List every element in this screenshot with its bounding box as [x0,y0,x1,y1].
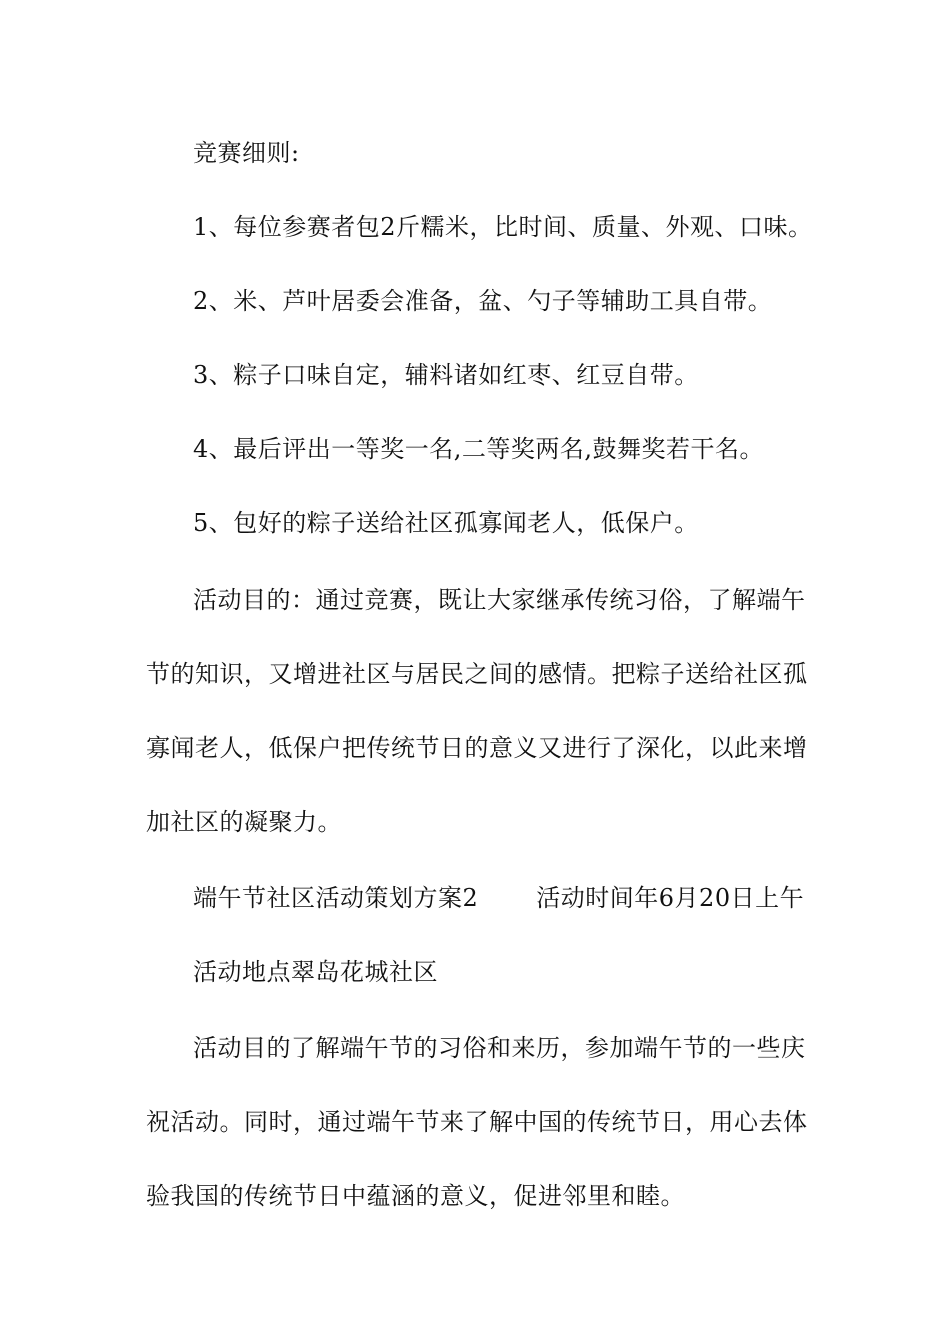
rule-item-4: 4、最后评出一等奖一名,二等奖两名,鼓舞奖若干名。 [193,435,765,463]
plan2-time: 活动时间年6月20日上午 [536,884,805,912]
plan2-heading-line [193,883,806,913]
plan2-purpose-line-1: 活动目的了解端午节的习俗和来历，参加端午节的一些庆 [193,1034,806,1062]
purpose-paragraph-line-4: 加社区的凝聚力。 [146,808,342,836]
rule-item-1: 1、每位参赛者包2斤糯米，比时间、质量、外观、口味。 [193,213,813,241]
plan2-purpose-line-2: 祝活动。同时，通过端午节来了解中国的传统节日，用心去体 [146,1108,808,1136]
purpose-paragraph-line-3: 寡闻老人，低保户把传统节日的意义又进行了深化，以此来增 [146,734,808,762]
rule-item-2: 2、米、芦叶居委会准备，盆、勺子等辅助工具自带。 [193,287,773,315]
purpose-paragraph-line-1: 活动目的：通过竞赛，既让大家继承传统习俗，了解端午 [193,586,806,614]
plan2-purpose-line-3: 验我国的传统节日中蕴涵的意义，促进邻里和睦。 [146,1182,685,1210]
plan2-location: 活动地点翠岛花城社区 [193,958,438,986]
purpose-paragraph-line-2: 节的知识，又增进社区与居民之间的感情。把粽子送给社区孤 [146,660,808,688]
rule-item-5: 5、包好的粽子送给社区孤寡闻老人，低保户。 [193,509,699,537]
rule-item-3: 3、粽子口味自定，辅料诸如红枣、红豆自带。 [193,361,699,389]
plan2-title: 端午节社区活动策划方案2 [193,884,479,912]
section-title: 竞赛细则: [193,139,300,167]
